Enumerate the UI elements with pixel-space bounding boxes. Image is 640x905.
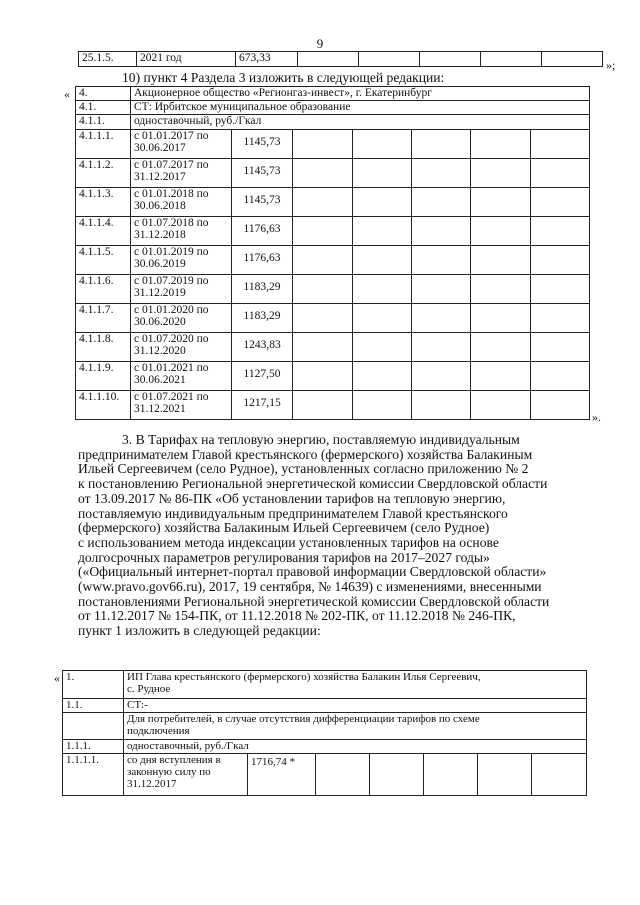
table-row — [76, 130, 590, 159]
paragraph-line: пункт 1 изложить в следующей редакции: — [78, 623, 321, 639]
table-row — [76, 304, 590, 333]
table-row — [76, 391, 590, 420]
close-quote: »; — [606, 58, 616, 72]
row-value: 1176,63 — [232, 246, 293, 275]
period-from: с 01.07.2017 по — [134, 159, 209, 171]
period-line: со дня вступления в — [127, 754, 221, 766]
tariff-name-2: одноставочный, руб./Гкал — [124, 740, 587, 754]
paragraph-line: 3. В Тарифах на тепловую энергию, поставляемую индивидуальным — [122, 432, 520, 447]
st-code-2: 1.1. — [63, 699, 124, 713]
paragraph-line: Ильей Сергеевичем (село Рудное), установленных согласно приложению № 2 — [78, 461, 529, 477]
period-line: 31.12.2017 — [127, 778, 177, 790]
row-period — [131, 362, 232, 391]
top-table — [78, 51, 603, 67]
paragraph-line: предпринимателем Главой крестьянского (фермерского) хозяйства Балакиным — [78, 446, 533, 462]
row-period — [131, 275, 232, 304]
consumer-note-line: подключения — [127, 725, 190, 737]
paragraph-line: с использованием метода индексации установленных тарифов на основе — [78, 534, 499, 550]
row-period — [131, 304, 232, 333]
st-name-2: СТ:- — [124, 699, 587, 713]
section-title: 10) пункт 4 Раздела 3 изложить в следующей редакции: — [122, 70, 445, 85]
period-from: с 01.07.2019 по — [134, 275, 209, 287]
paragraph-line: («Официальный интернет-портал правовой информации Свердловской области» — [78, 564, 547, 580]
row-value: 1183,29 — [232, 304, 293, 333]
table-row — [76, 217, 590, 246]
period-to: 31.12.2019 — [134, 287, 186, 299]
row-period — [131, 246, 232, 275]
row-code: 4.1.1.5. — [76, 246, 131, 275]
row-period — [131, 130, 232, 159]
ip-code: 1. — [63, 671, 124, 699]
period-to: 31.12.2018 — [134, 229, 186, 241]
row-code: 4.1.1.9. — [76, 362, 131, 391]
tariff-name: одноставочный, руб./Гкал — [131, 115, 590, 130]
consumer-note — [124, 713, 587, 740]
table-row — [76, 246, 590, 275]
tariff-code: 4.1.1. — [76, 115, 131, 130]
org-code: 4. — [76, 87, 131, 101]
row-value: 1127,50 — [232, 362, 293, 391]
row-value: 1243,83 — [232, 333, 293, 362]
period-to: 30.06.2020 — [134, 316, 186, 328]
row-period — [131, 391, 232, 420]
row-value: 1217,15 — [232, 391, 293, 420]
ip-name — [124, 671, 587, 699]
row-code: 4.1.1.4. — [76, 217, 131, 246]
row-value: 1145,73 — [232, 130, 293, 159]
open-quote: « — [64, 87, 70, 101]
period-from: с 01.07.2018 по — [134, 217, 209, 229]
open-quote-2: « — [54, 671, 60, 685]
tariff-code-2: 1.1.1. — [63, 740, 124, 754]
table-row — [76, 188, 590, 217]
paragraph-line: к постановлению Региональной энергетической комиссии Свердловской области — [78, 476, 548, 492]
consumer-note-line: Для потребителей, в случае отсутствия дифференциации тарифов по схеме — [127, 713, 480, 725]
period-from: с 01.07.2020 по — [134, 333, 209, 345]
period-to: 30.06.2021 — [134, 374, 186, 386]
paragraph-line: поставляемую индивидуальным предпринимателем Главой крестьянского — [78, 505, 508, 521]
row-value: 1176,63 — [232, 217, 293, 246]
row-code: 4.1.1.7. — [76, 304, 131, 333]
close-quote-dot: ». — [592, 410, 601, 424]
paragraph-line: долгосрочных параметров регулирования тарифов на 2017–2027 годы» — [78, 549, 490, 565]
row-value: 1145,73 — [232, 188, 293, 217]
period-to: 31.12.2017 — [134, 171, 186, 183]
row-period — [131, 188, 232, 217]
row-code: 4.1.1.3. — [76, 188, 131, 217]
row-value: 1145,73 — [232, 159, 293, 188]
period-code: 1.1.1.1. — [63, 754, 124, 796]
period-value: 1716,74 * — [248, 754, 316, 796]
period-from: с 01.01.2021 по — [134, 362, 209, 374]
row-code: 4.1.1.10. — [76, 391, 131, 420]
period-to: 31.12.2021 — [134, 403, 186, 415]
tariff-table-2 — [62, 670, 587, 796]
cell-code: 25.1.5. — [79, 52, 137, 67]
row-code: 4.1.1.6. — [76, 275, 131, 304]
period-from: с 01.01.2018 по — [134, 188, 209, 200]
table-row — [76, 333, 590, 362]
ip-name-line: ИП Глава крестьянского (фермерского) хозяйства Балакин Илья Сергеевич, — [127, 671, 481, 683]
page-number: 9 — [316, 36, 324, 51]
row-period — [131, 333, 232, 362]
paragraph-line: от 11.12.2017 № 154-ПК, от 11.12.2018 № 202-ПК, от 11.12.2018 № 246-ПК, — [78, 608, 516, 624]
period-from: с 01.01.2019 по — [134, 246, 209, 258]
row-period — [131, 217, 232, 246]
period-to: 30.06.2019 — [134, 258, 186, 270]
row-value: 1183,29 — [232, 275, 293, 304]
row-period — [131, 159, 232, 188]
period-from: с 01.07.2021 по — [134, 391, 209, 403]
period-to: 31.12.2020 — [134, 345, 186, 357]
period-to: 30.06.2018 — [134, 200, 186, 212]
table-row — [76, 275, 590, 304]
table-row — [76, 159, 590, 188]
paragraph-line: (www.pravo.gov66.ru), 2017, 19 сентября, № 14639) с изменениями, внесенными — [78, 579, 542, 595]
period-to: 30.06.2017 — [134, 142, 186, 154]
period-line: законную силу по — [127, 766, 211, 778]
row-code: 4.1.1.8. — [76, 333, 131, 362]
paragraph-line: постановлениями Региональной энергетической комиссии Свердловской области — [78, 593, 550, 609]
period-text — [124, 754, 248, 796]
cell-period: 2021 год — [137, 52, 236, 67]
st-code: 4.1. — [76, 101, 131, 115]
row-code: 4.1.1.1. — [76, 130, 131, 159]
tariff-table-1 — [75, 86, 590, 420]
paragraph-line: (фермерского) хозяйства Балакиным Ильей Сергеевичем (село Рудное) — [78, 520, 490, 536]
period-from: с 01.01.2020 по — [134, 304, 209, 316]
row-code: 4.1.1.2. — [76, 159, 131, 188]
st-name: СТ: Ирбитское муниципальное образование — [131, 101, 590, 115]
table-row — [76, 362, 590, 391]
paragraph-line: от 13.09.2017 № 86-ПК «Об установлении тарифов на тепловую энергию, — [78, 490, 506, 506]
paragraph-3 — [78, 433, 602, 639]
org-name: Акционерное общество «Регионгаз-инвест», г. Екатеринбург — [131, 87, 590, 101]
cell-value: 673,33 — [236, 52, 298, 67]
ip-place: с. Рудное — [127, 683, 171, 695]
period-from: с 01.01.2017 по — [134, 130, 209, 142]
